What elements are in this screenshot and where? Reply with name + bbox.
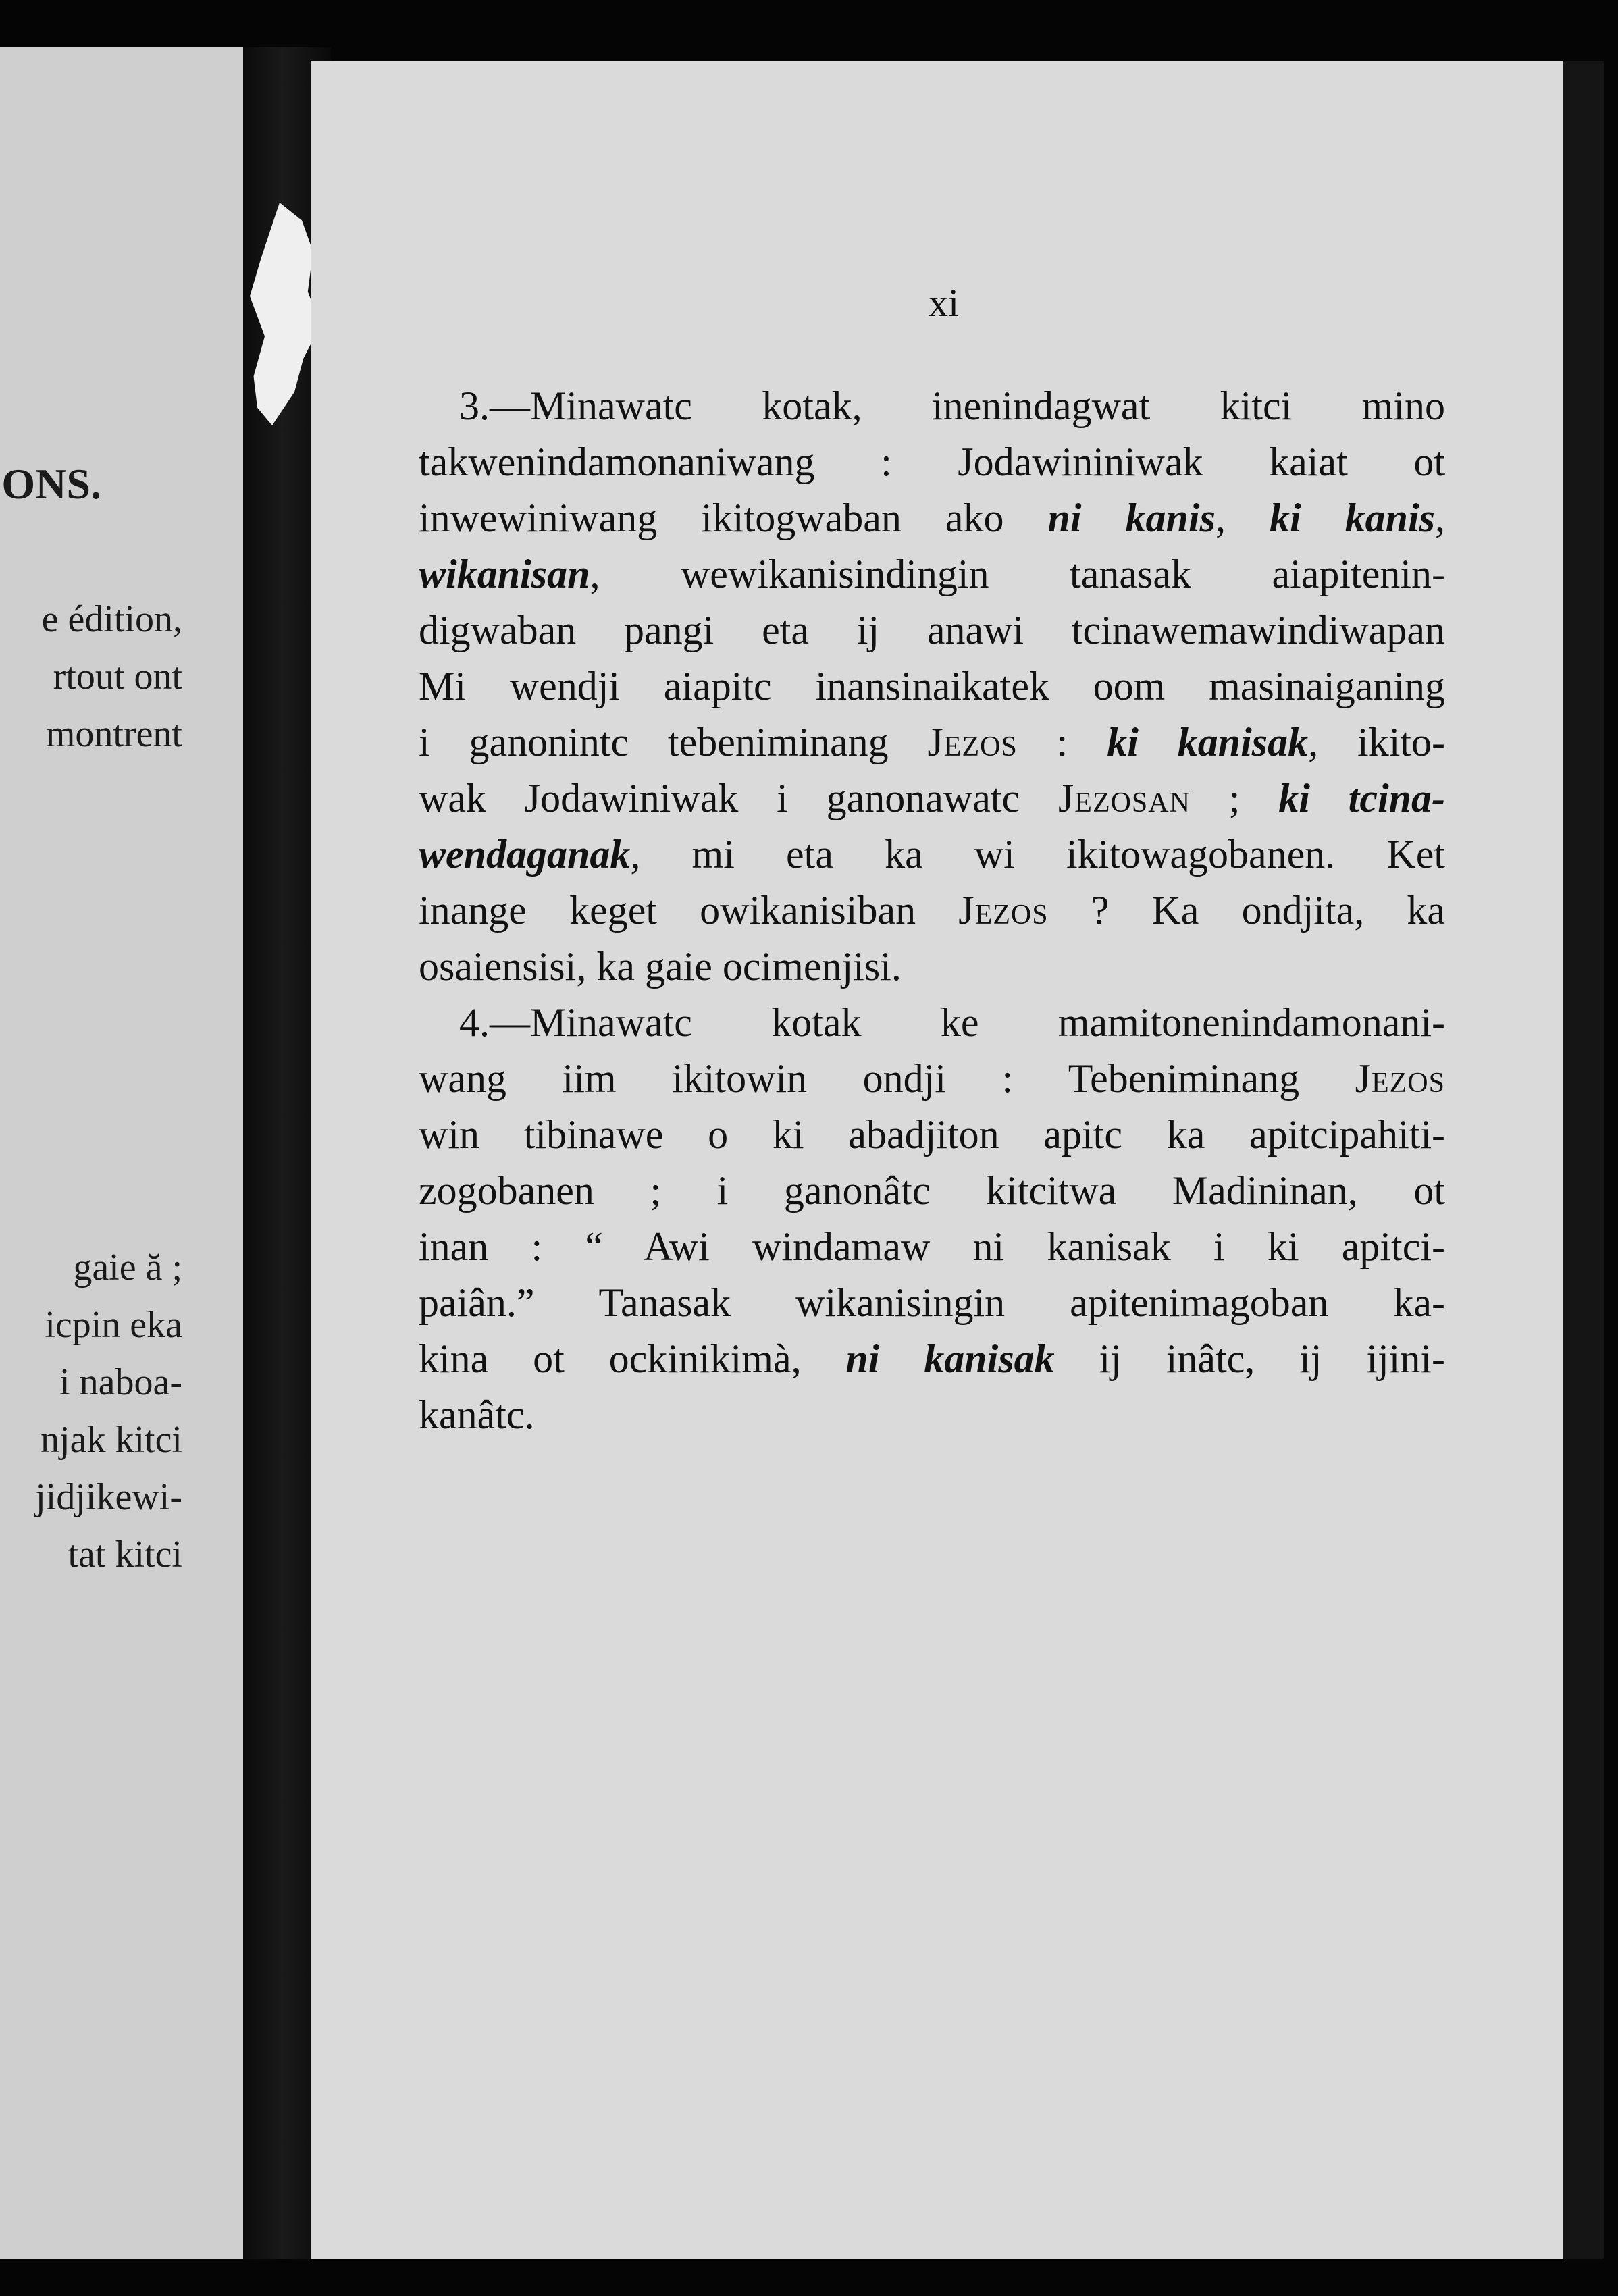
text-line: wendaganak, mi eta ka wi ikitowagobanen. Ket	[419, 832, 1445, 877]
paragraph-3	[419, 378, 1445, 995]
small-caps-name: Jezos	[958, 888, 1049, 933]
text-line: paiân.” Tanasak wikanisingin apitenimagoban ka-	[419, 1280, 1445, 1325]
paragraph-4	[419, 995, 1445, 1443]
text-line: win tibinawe o ki abadjiton apitc ka apitcipahiti-	[419, 1112, 1445, 1157]
text-line: 3.—Minawatc kotak, inenindagwat kitci mino	[459, 384, 1445, 428]
body-text	[419, 378, 1445, 1443]
left-fragment-line: montrent	[45, 713, 182, 755]
text-line: i ganonintc tebeniminang Jezos : ki kanisak, ikito-	[419, 720, 1446, 764]
text-line: 4.—Minawatc kotak ke mamitonenindamonani-	[459, 1000, 1445, 1045]
left-fragment-heading: ONS.	[1, 460, 101, 508]
text-line: kanâtc.	[419, 1392, 535, 1437]
text-line: digwaban pangi eta ij anawi tcinawemawindiwapan	[419, 608, 1445, 652]
left-fragment-line: i naboa-	[59, 1361, 182, 1403]
text-line: osaiensisi, ka gaie ocimenjisi.	[419, 944, 902, 989]
text-line: Mi wendji aiapitc inansinaikatek oom masinaiganing	[419, 664, 1445, 708]
page-number: xi	[929, 281, 960, 325]
text-line: inange keget owikanisiban Jezos ? Ka ondjita, ka	[419, 888, 1445, 933]
left-fragment-line: tat kitci	[68, 1534, 182, 1575]
text-line: takwenindamonaniwang : Jodawininiwak kaiat ot	[419, 440, 1445, 484]
emphasis: ni kanis	[1047, 496, 1216, 540]
text-line: inwewiniwang ikitogwaban ako ni kanis, ki kanis,	[419, 496, 1445, 540]
left-fragment-line: njak kitci	[41, 1419, 182, 1461]
text-line: zogobanen ; i ganonâtc kitcitwa Madininan, ot	[419, 1168, 1445, 1213]
emphasis: ki kanisak	[1107, 720, 1309, 764]
small-caps-name: Jezos	[1355, 1056, 1445, 1101]
left-fragment-line: rtout ont	[53, 656, 182, 698]
left-fragment-line: icpin eka	[45, 1304, 182, 1346]
text-line: wang iim ikitowin ondji : Tebeniminang Jezos	[419, 1056, 1445, 1101]
emphasis: ni kanisak	[845, 1336, 1055, 1381]
emphasis: ki kanis	[1269, 496, 1435, 540]
left-fragment-line: e édition,	[41, 598, 182, 640]
page-edge-shadow	[1563, 61, 1604, 2259]
text-line: wak Jodawiniwak i ganonawatc Jezosan ; ki tcina-	[419, 776, 1446, 820]
text-line: wikanisan, wewikanisindingin tanasak aiapitenin-	[419, 552, 1445, 596]
emphasis: wikanisan	[419, 552, 590, 596]
text-line: inan : “ Awi windamaw ni kanisak i ki apitci-	[419, 1224, 1445, 1269]
text-line: kina ot ockinikimà, ni kanisak ij inâtc, ij ijini-	[419, 1336, 1445, 1381]
left-fragment-line: jidjikewi-	[35, 1476, 182, 1518]
left-fragment-line: gaie ă ;	[73, 1247, 182, 1288]
emphasis: wendaganak	[419, 832, 631, 877]
small-caps-name: Jezosan	[1058, 776, 1191, 820]
emphasis: ki tcina-	[1278, 776, 1446, 820]
small-caps-name: Jezos	[927, 720, 1018, 764]
